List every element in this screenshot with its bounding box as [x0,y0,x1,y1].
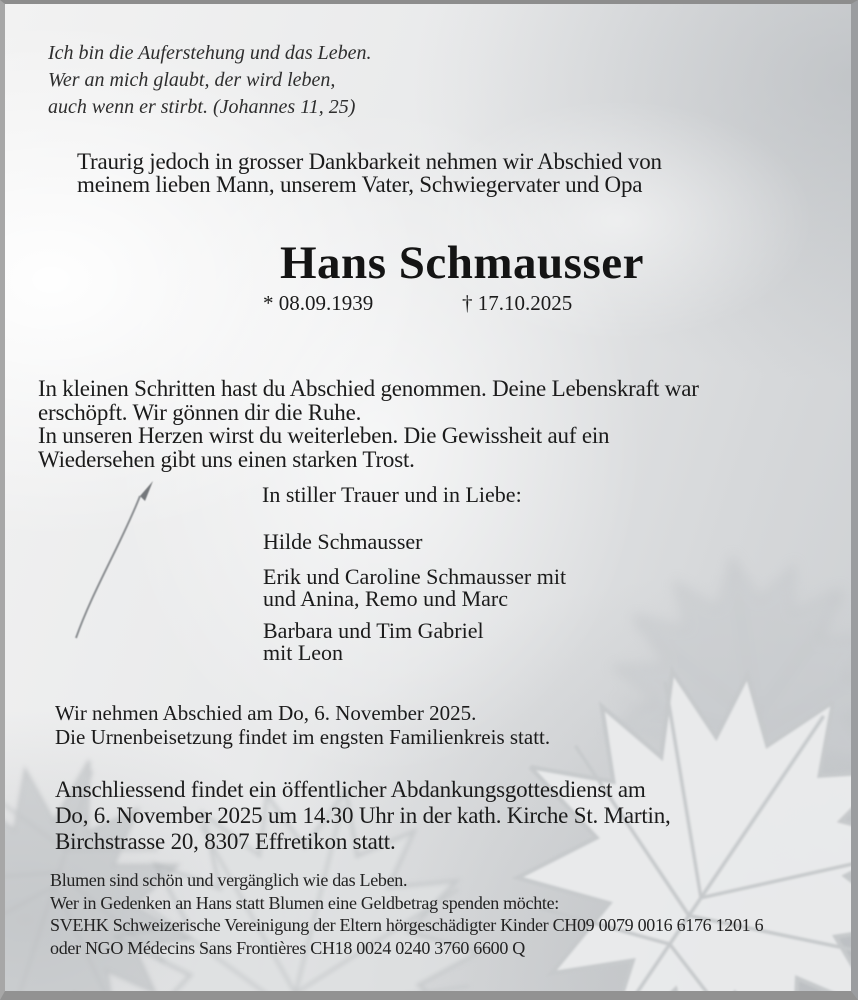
deceased-name: Hans Schmausser [280,237,644,289]
death-date: † 17.10.2025 [462,291,573,315]
mourner-line: Erik und Caroline Schmausser mit [263,564,567,589]
donation-line: SVEHK Schweizerische Vereinigung der Eltern hörgeschädigter Kinder CH09 0079 0016 6176 1201 6 [50,915,764,935]
mourner-entry [263,620,484,664]
farewell-line: Die Urnenbeisetzung findet im engsten Familienkreis statt. [55,725,551,749]
farewell-line: Wir nehmen Abschied am Do, 6. November 2025. [55,701,477,725]
farewell-paragraph [55,701,550,749]
mourner-entry [263,566,566,610]
intro-paragraph [77,150,662,196]
body-line: Wiedersehen gibt uns einen starken Trost. [38,446,415,472]
birth-date: * 08.09.1939 [263,291,374,315]
mourner-line: Hilde Schmausser [263,529,423,554]
mourning-heading: In stiller Trauer und in Liebe: [262,482,522,507]
donation-note [50,869,763,959]
quote-line: auch wenn er stirbt. (Johannes 11, 25) [48,96,356,118]
donation-line: oder NGO Médecins Sans Frontières CH18 0024 0240 3760 6600 Q [50,937,525,958]
intro-line: meinem lieben Mann, unserem Vater, Schwiegervater und Opa [77,172,643,197]
service-paragraph [55,777,671,855]
quote-line: Wer an mich glaubt, der wird leben, [48,69,336,91]
mourner-line: Barbara und Tim Gabriel [263,618,484,643]
body-paragraph [38,377,699,471]
donation-line: Wer in Gedenken an Hans statt Blumen eine Geldbetrag spenden möchte: [50,892,559,913]
quote-line: Ich bin die Auferstehung und das Leben. [48,42,372,64]
body-line: In unseren Herzen wirst du weiterleben. Die Gewissheit auf ein [38,423,610,448]
service-line: Do, 6. November 2025 um 14.30 Uhr in der kath. Kirche St. Martin, [55,803,671,828]
leaf-stem-icon [68,470,168,645]
body-line: erschöpft. Wir gönnen dir die Ruhe. [38,399,362,425]
mourner-line: mit Leon [263,640,344,665]
body-line: In kleinen Schritten hast du Abschied genommen. Deine Lebenskraft war [38,376,699,401]
service-line: Anschliessend findet ein öffentlicher Abdankungsgottesdienst am [55,777,646,802]
scripture-quote [48,40,371,121]
mourner-entry [263,531,422,553]
service-line: Birchstrasse 20, 8307 Effretikon statt. [55,829,396,854]
intro-line: Traurig jedoch in grosser Dankbarkeit nehmen wir Abschied von [77,149,662,174]
mourner-line: und Anina, Remo und Marc [263,586,509,611]
donation-line: Blumen sind schön und vergänglich wie das Leben. [50,870,408,890]
